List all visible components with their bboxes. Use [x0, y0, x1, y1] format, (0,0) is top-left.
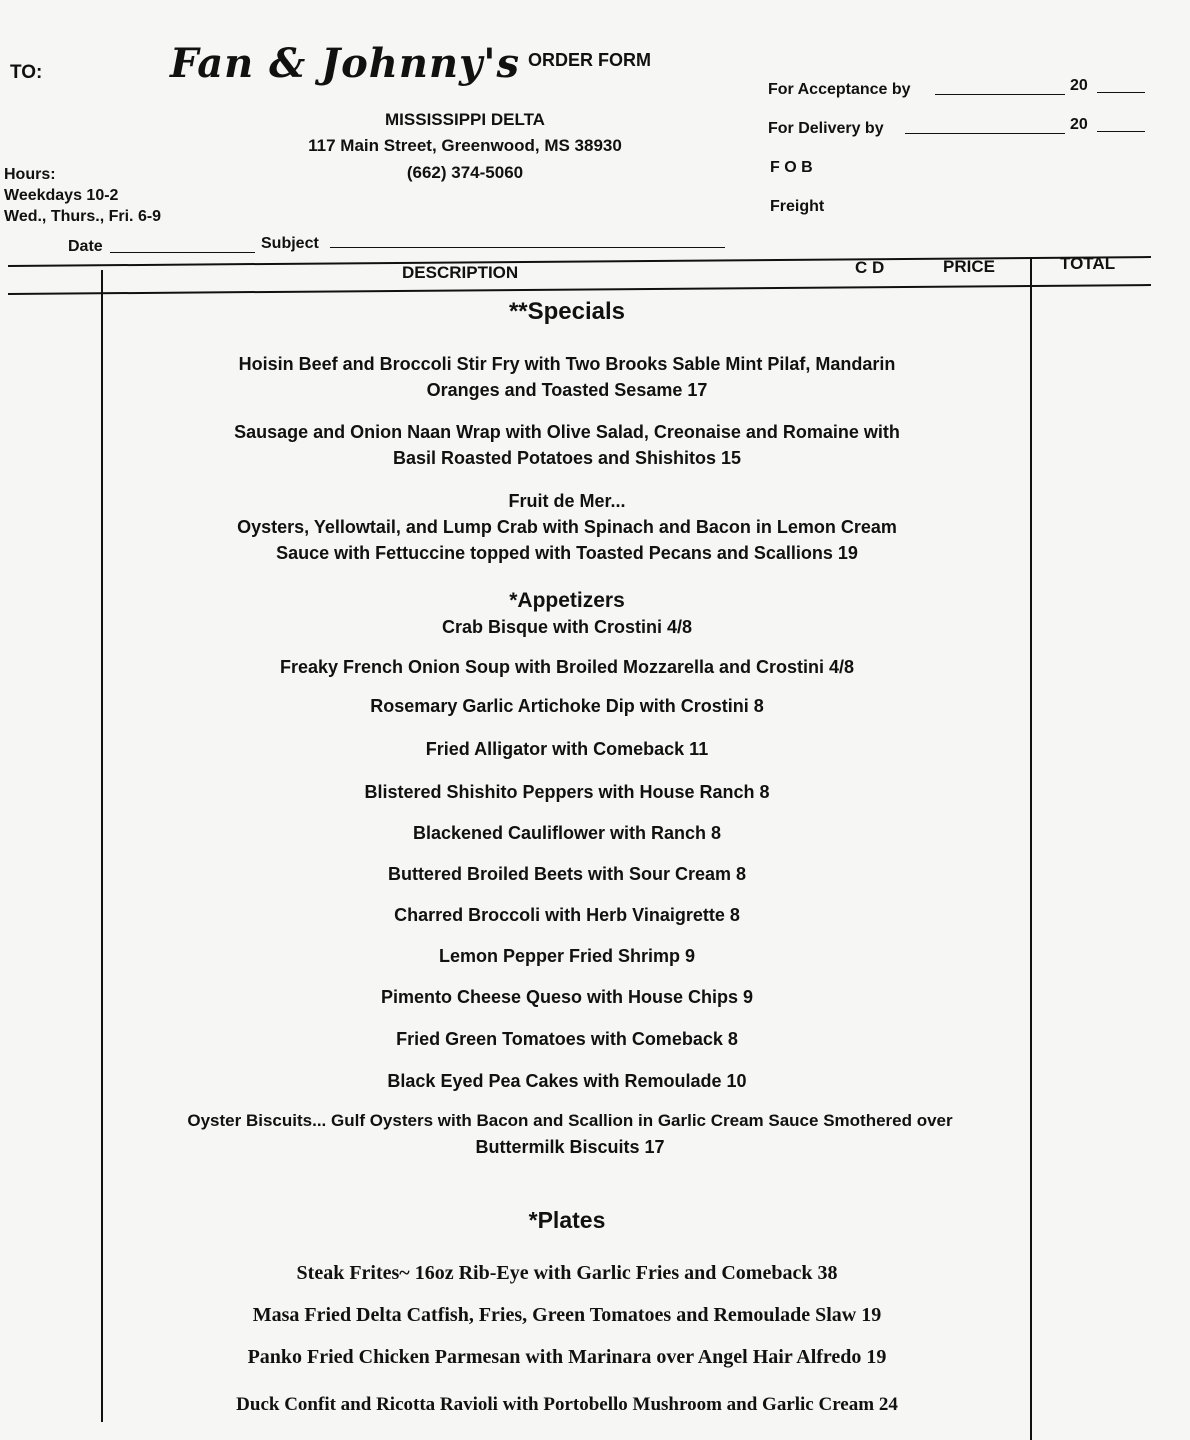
hours-evenings: Wed., Thurs., Fri. 6-9: [4, 208, 162, 225]
appetizer-item: Charred Broccoli with Herb Vinaigrette 8: [394, 905, 740, 925]
appetizer-item: Black Eyed Pea Cakes with Remoulade 10: [387, 1071, 747, 1091]
plate-item: Steak Frites~ 16oz Rib-Eye with Garlic Fries and Comeback 38: [296, 1262, 838, 1284]
delivery-label: For Delivery by: [768, 120, 884, 137]
appetizer-item: Blistered Shishito Peppers with House Ranch 8: [364, 782, 770, 802]
special-line: Hoisin Beef and Broccoli Stir Fry with Two Brooks Sable Mint Pilaf, Mandarin: [238, 354, 896, 374]
logo: Fan & Johnny's: [170, 40, 521, 87]
column-cd: C D: [855, 258, 885, 277]
appetizer-item: Crab Bisque with Crostini 4/8: [441, 617, 693, 637]
appetizer-item: Lemon Pepper Fried Shrimp 9: [438, 946, 696, 966]
acceptance-field[interactable]: [935, 94, 1065, 95]
appetizer-item: Rosemary Garlic Artichoke Dip with Crostini 8: [370, 696, 764, 716]
special-line: Basil Roasted Potatoes and Shishitos 15: [392, 448, 742, 468]
hours-weekdays: Weekdays 10-2: [4, 187, 119, 204]
delivery-field[interactable]: [905, 133, 1065, 134]
appetizer-item: Buttered Broiled Beets with Sour Cream 8: [387, 864, 747, 884]
appetizer-item: Pimento Cheese Queso with House Chips 9: [380, 987, 754, 1007]
special-item: [104, 419, 1030, 471]
specials-title: **Specials: [508, 298, 626, 325]
plate-item: Masa Fried Delta Catfish, Fries, Green Tomatoes and Remoulade Slaw 19: [252, 1304, 882, 1326]
acceptance-year: 20: [1070, 77, 1088, 94]
form-title: ORDER FORM: [528, 50, 651, 70]
special-line: Oranges and Toasted Sesame 17: [426, 380, 708, 400]
column-price: PRICE: [943, 257, 995, 276]
appetizer-item: Freaky French Onion Soup with Broiled Mozzarella and Crostini 4/8: [279, 657, 855, 677]
phone: (662) 374-5060: [406, 163, 524, 182]
fob-label: F O B: [770, 159, 813, 176]
to-label: TO:: [10, 62, 43, 83]
left-column-divider: [101, 270, 103, 1422]
plate-item: Duck Confit and Ricotta Ravioli with Portobello Mushroom and Garlic Cream 24: [236, 1394, 898, 1415]
special-item: [104, 351, 1030, 403]
column-total: TOTAL: [1060, 254, 1116, 273]
subject-label: Subject: [261, 235, 319, 252]
date-label: Date: [68, 238, 103, 255]
total-column-divider: [1030, 258, 1032, 1440]
freight-label: Freight: [770, 198, 825, 215]
special-line: Sausage and Onion Naan Wrap with Olive Salad, Creonaise and Romaine with: [234, 422, 900, 442]
special-item: [104, 488, 1030, 566]
delivery-year: 20: [1070, 116, 1088, 133]
region: MISSISSIPPI DELTA: [385, 110, 545, 129]
delivery-year-field[interactable]: [1097, 131, 1145, 132]
appetizer-line: Oyster Biscuits... Gulf Oysters with Bacon and Scallion in Garlic Cream Sauce Smothered over: [187, 1111, 953, 1130]
plates-title: *Plates: [528, 1207, 606, 1233]
column-description: DESCRIPTION: [402, 263, 519, 282]
address: 117 Main Street, Greenwood, MS 38930: [308, 136, 622, 155]
appetizer-item: Fried Green Tomatoes with Comeback 8: [396, 1029, 738, 1049]
acceptance-year-field[interactable]: [1097, 92, 1145, 93]
hours-label: Hours:: [4, 166, 56, 183]
appetizer-item: [150, 1108, 990, 1160]
appetizer-line: Buttermilk Biscuits 17: [475, 1137, 665, 1157]
appetizer-item: Blackened Cauliflower with Ranch 8: [412, 823, 722, 843]
subject-field[interactable]: [330, 247, 725, 248]
date-field[interactable]: [110, 252, 255, 253]
plate-item: Panko Fried Chicken Parmesan with Marinara over Angel Hair Alfredo 19: [247, 1346, 887, 1368]
special-line: Fruit de Mer...: [508, 491, 626, 511]
special-line: Oysters, Yellowtail, and Lump Crab with Spinach and Bacon in Lemon Cream: [237, 517, 897, 537]
appetizers-title: *Appetizers: [509, 589, 625, 612]
acceptance-label: For Acceptance by: [768, 81, 911, 98]
special-line: Sauce with Fettuccine topped with Toasted Pecans and Scallions 19: [276, 543, 858, 563]
column-header-border: [8, 284, 1151, 295]
appetizer-item: Fried Alligator with Comeback 11: [425, 739, 709, 759]
